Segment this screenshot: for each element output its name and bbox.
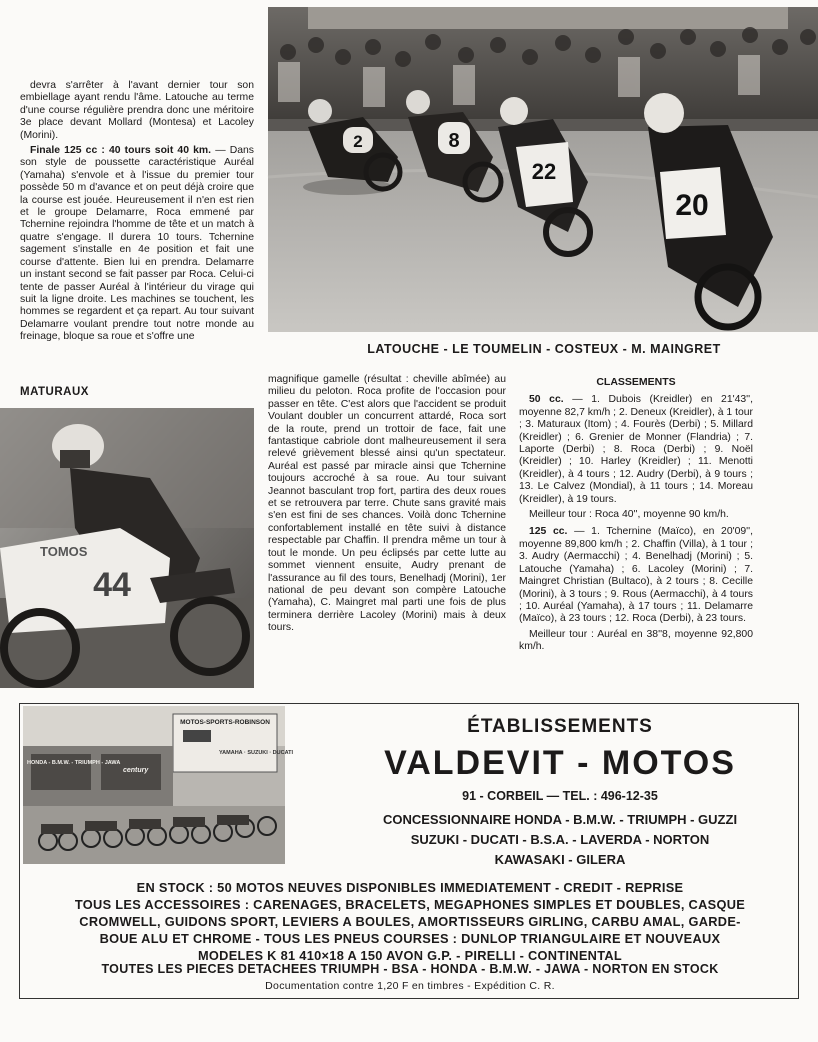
finale-125-text: — Dans son style de poussette caractéristique Auréal (Yamaha) s'envole et à l'issue du premier tour possède 50 m d'avance et on peut déjà croire que la course est jouée. Heureusement il n'en est rien et le groupe Delamarre, Roca emmené par Tchernine rejoindra l'homme de tête et un match à quatre s'engage. Il durera 10 tours. Tchernine sagement s'installe en 4e position et fait une course d'attente. Bien lui en prendra. Delamarre un instant second se fait passer par Roca. Celui-ci tente de passer Auréal à l'intérieur du virage qui suit la ligne droite. Les machines se touchent, les hommes se regardent et ça repart. Au tour suivant Delamarre voulant prendre tout notre monde au freinage, bloque sa roue et s'offre une	[20, 145, 254, 343]
dealership-photo	[23, 706, 294, 864]
shop-window-sign: century	[123, 767, 149, 774]
results-125cc-heading: 125 cc.	[529, 526, 568, 538]
race-photo-caption: LATOUCHE - LE TOUMELIN - COSTEUX - M. MAINGRET	[367, 342, 721, 356]
ad-brands-line-1: CONCESSIONNAIRE HONDA - B.M.W. - TRIUMPH - GUZZI	[382, 812, 738, 827]
best-lap-125cc: Meilleur tour : Auréal en 38''8, moyenne 92,800 km/h.	[519, 628, 753, 653]
shop-sign-brands: YAMAHA · SUZUKI · DUCATI	[219, 750, 294, 756]
left-paragraph-1: devra s'arrêter à l'avant dernier tour son embiellage ayant rendu l'âme. Latouche au terme d'une course régulière prendra donc une méritoire 3e place devant Mollard (Montesa) et Lacoley (Morini).	[20, 80, 254, 141]
dealership-photo-image	[23, 706, 294, 864]
ad-documentation: Documentation contre 1,20 F en timbres - Expédition C. R.	[265, 980, 555, 992]
ad-stock-line-1: EN STOCK : 50 MOTOS NEUVES DISPONIBLES IMMEDIATEMENT - CREDIT - REPRISE	[136, 880, 684, 895]
ad-stock-line-5: MODELES K 81 410×18 A 150 AVON G.P. - PIRELLI - CONTINENTAL	[197, 948, 623, 963]
race-photo-image	[268, 7, 818, 332]
maturaux-photo	[0, 408, 254, 688]
ad-stock-line-2: TOUS LES ACCESSOIRES : CARENAGES, BRACELETS, MEGAPHONES SIMPLES ET DOUBLES, CASQUE	[74, 897, 746, 912]
shop-window-brands: HONDA - B.M.W. - TRIUMPH - JAWA	[27, 760, 121, 766]
best-lap-50cc: Meilleur tour : Roca 40'', moyenne 90 km/h.	[529, 509, 729, 521]
fairing-brand: TOMOS	[40, 544, 88, 559]
maturaux-photo-image	[0, 408, 254, 688]
ad-address: 91 - CORBEIL — TEL. : 496-12-35	[462, 789, 658, 803]
race-number-plate-3: 22	[531, 159, 557, 184]
valdevit-advertisement	[19, 703, 799, 999]
shop-sign: MOTOS-SPORTS-ROBINSON	[180, 719, 270, 726]
results-50cc-text: — 1. Dubois (Kreidler) en 21'43'', moyenne 82,7 km/h ; 2. Deneux (Kreidler), à 1 tour ; 3. Maturaux (Itom) ; 4. Fourès (Derbi) ; 5. Millard (Kreidler) ; 6. Grenier de Monner (Flandria) ; 7. Laporte (Derbi) ; 8. Roca (Derbi) ; 9. Noël (Kreidler) ; 10. Harley (Kreidler) ; 11. Menotti (Kreidler), à 4 tours ; 12. Audry (Derbi), à 9 tours ; 13. Le Calvez (Mondial), à 11 tours ; 14. Moreau (Kreidler), à 19 tours.	[519, 394, 753, 505]
ad-parts-line: TOUTES LES PIECES DETACHEES TRIUMPH - BSA - HONDA - B.M.W. - JAWA - NORTON EN STOCK	[101, 962, 719, 976]
rider-race-number: 44	[93, 566, 131, 604]
middle-article-column	[268, 374, 506, 638]
ad-stock-line-4: BOUE ALU ET CHROME - TOUS LES PNEUS COURSES : DUNLOP TRIANGULAIRE ET NOUVEAUX	[99, 931, 721, 946]
ad-brands-line-2: SUZUKI - DUCATI - B.S.A. - LAVERDA - NORTON	[410, 832, 710, 847]
classements-title: CLASSEMENTS	[596, 376, 676, 388]
classements-column	[519, 376, 753, 657]
results-50cc-heading: 50 cc.	[529, 394, 564, 406]
results-50cc	[519, 394, 753, 506]
ad-company-name: VALDEVIT - MOTOS	[384, 744, 736, 782]
maturaux-photo-caption: MATURAUX	[20, 386, 89, 398]
left-article-column	[20, 80, 254, 347]
ad-brands-line-3: KAWASAKI - GILERA	[494, 852, 626, 867]
ad-establishments-label: ÉTABLISSEMENTS	[467, 716, 653, 737]
middle-paragraph-1: magnifique gamelle (résultat : cheville abîmée) au milieu du peloton. Roca profite de l'occasion pour passer en tête. C'est alors que l'accident se produit Voulant doubler un concurrent attardé, Roca sort de la route, prend un trottoir de face, fait une fantastique cabriole dont malheureusement il sera relevé grièvement blessé ainsi qu'un spectateur. Auréal est passé par miracle ainsi que Tchernine toujours accroché à sa roue. Au tour suivant Jeannot basculant trop fort, partira des deux roues et se retrouvera par terre. Chute sans gravité mais s'en est fini de ses chances. Voilà donc Tchernine confortablement installé en tête suivi à distance respectable par Chaffin. Il prendra même un tour à tout le monde. Un peu éclipsés par cette lutte au sommet viennent ensuite, Audry prenant de l'assurance au fil des tours, Benelhadj (Morini), 1er national de peu devant son compère Latouche (Yamaha), C. Maingret mal parti une fois de plus terminera derrière Lacoley (Morini) mais à deux tours.	[268, 374, 506, 634]
race-photo	[268, 7, 818, 332]
finale-125-heading: Finale 125 cc : 40 tours soit 40 km.	[30, 145, 212, 157]
race-number-plate-1: 2	[353, 132, 363, 151]
left-paragraph-2	[20, 145, 254, 344]
ad-stock-line-3: CROMWELL, GUIDONS SPORT, LEVIERS A BOULES, AMORTISSEURS GIRLING, CARBU AMAL, GARDE-	[79, 914, 741, 929]
results-125cc-text: — 1. Tchernine (Maïco), en 20'09'', moyenne 89,800 km/h ; 2. Chaffin (Villa), à 1 tour ; 3. Audry (Aermacchi) ; 4. Benelhadj (Morini) ; 5. Latouche (Yamaha) ; 6. Lacoley (Morini) ; 7. Maingret Christian (Bultaco), à 2 tours ; 8. Cecille (Morini), à 3 tours ; 9. Rous (Aermacchi), à 4 tours ; 10. Auréal (Yamaha), à 17 tours ; 11. Delamarre (Maïco), à 23 tours ; 12. Roca (Derbi), à 23 tours.	[519, 526, 753, 625]
race-number-plate-4: 20	[675, 189, 709, 222]
results-125cc	[519, 526, 753, 625]
race-number-plate-2: 8	[448, 130, 460, 152]
